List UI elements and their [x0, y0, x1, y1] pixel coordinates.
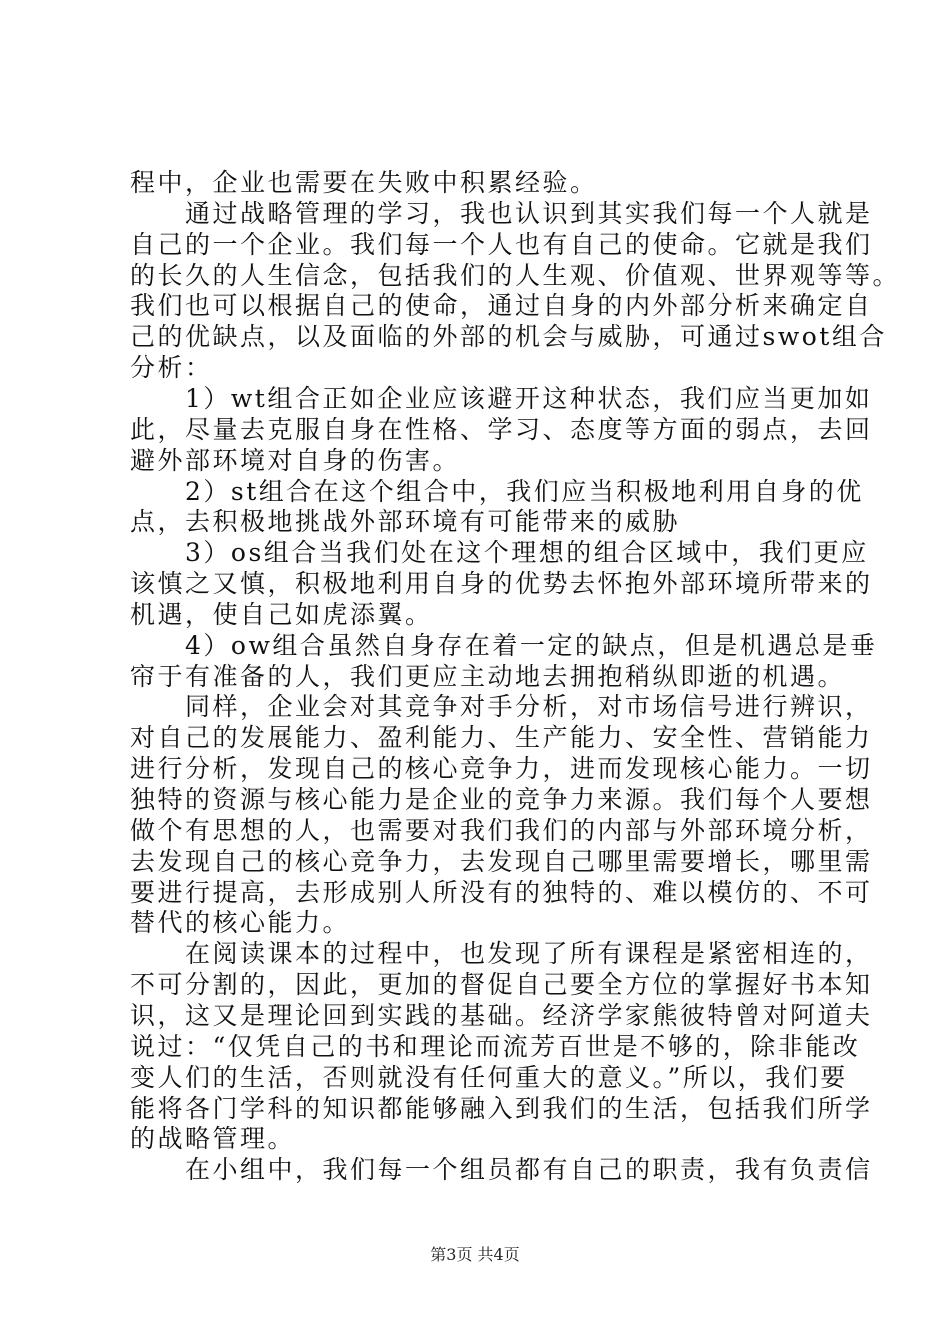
text-line: 同样，企业会对其竞争对手分析，对市场信号进行辨识， — [130, 692, 873, 722]
page-footer: 第3页 共4页 — [430, 1245, 520, 1264]
text-line: 在阅读课本的过程中，也发现了所有课程是紧密相连的， — [130, 939, 873, 969]
text-line: 分析： — [130, 353, 213, 383]
text-line: 不可分割的，因此，更加的督促自己要全方位的掌握好书本知 — [130, 970, 873, 1000]
text-line: 替代的核心能力。 — [130, 908, 351, 938]
text-line: 1）wt组合正如企业应该避开这种状态，我们应当更加如 — [130, 383, 873, 413]
text-line: 己的优缺点，以及面临的外部的机会与威胁，可通过swot组合 — [130, 322, 887, 352]
text-line: 说过：“仅凭自己的书和理论而流芳百世是不够的，除非能改 — [130, 1031, 861, 1061]
text-line: 识，这又是理论回到实践的基础。经济学家熊彼特曾对阿道夫 — [130, 1000, 873, 1030]
text-line: 变人们的生活，否则就没有任何重大的意义。”所以，我们要 — [130, 1062, 848, 1092]
text-line: 在小组中，我们每一个组员都有自己的职责，我有负责信 — [130, 1155, 873, 1185]
text-line: 程中，企业也需要在失败中积累经验。 — [130, 168, 598, 197]
text-line: 机遇，使自己如虎添翼。 — [130, 599, 433, 629]
text-line: 我们也可以根据自己的使命，通过自身的内外部分析来确定自 — [130, 291, 873, 321]
text-line: 去发现自己的核心竞争力，去发现自己哪里需要增长，哪里需 — [130, 846, 873, 876]
text-line: 4）ow组合虽然自身存在着一定的缺点，但是机遇总是垂 — [130, 630, 878, 660]
text-line: 要进行提高，去形成别人所没有的独特的、难以模仿的、不可 — [130, 877, 873, 907]
text-line: 能将各门学科的知识都能够融入到我们的生活，包括我们所学 — [130, 1093, 873, 1123]
text-line: 该慎之又慎，积极地利用自身的优势去怀抱外部环境所带来的 — [130, 569, 873, 599]
text-line: 此，尽量去克服自身在性格、学习、态度等方面的弱点，去回 — [130, 414, 873, 444]
text-line: 通过战略管理的学习，我也认识到其实我们每一个人就是 — [130, 198, 873, 228]
text-line: 点，去积极地挑战外部环境有可能带来的威胁 — [130, 507, 681, 537]
text-line: 3）os组合当我们处在这个理想的组合区域中，我们更应 — [130, 538, 869, 568]
text-line: 避外部环境对自身的伤害。 — [130, 445, 461, 475]
text-line: 对自己的发展能力、盈利能力、生产能力、安全性、营销能力 — [130, 723, 873, 753]
text-line: 独特的资源与核心能力是企业的竞争力来源。我们每个人要想 — [130, 785, 873, 814]
text-line: 的战略管理。 — [130, 1124, 296, 1154]
text-line: 进行分析，发现自己的核心竞争力，进而发现核心能力。一切 — [130, 754, 873, 784]
text-line: 帘于有准备的人，我们更应主动地去拥抱稍纵即逝的机遇。 — [130, 661, 846, 691]
text-line: 的长久的人生信念，包括我们的人生观、价值观、世界观等等。 — [130, 260, 901, 290]
text-line: 做个有思想的人，也需要对我们我们的内部与外部环境分析， — [130, 815, 873, 845]
text-line: 自己的一个企业。我们每一个人也有自己的使命。它就是我们 — [130, 229, 873, 259]
text-line: 2）st组合在这个组合中，我们应当积极地利用自身的优 — [130, 476, 864, 506]
